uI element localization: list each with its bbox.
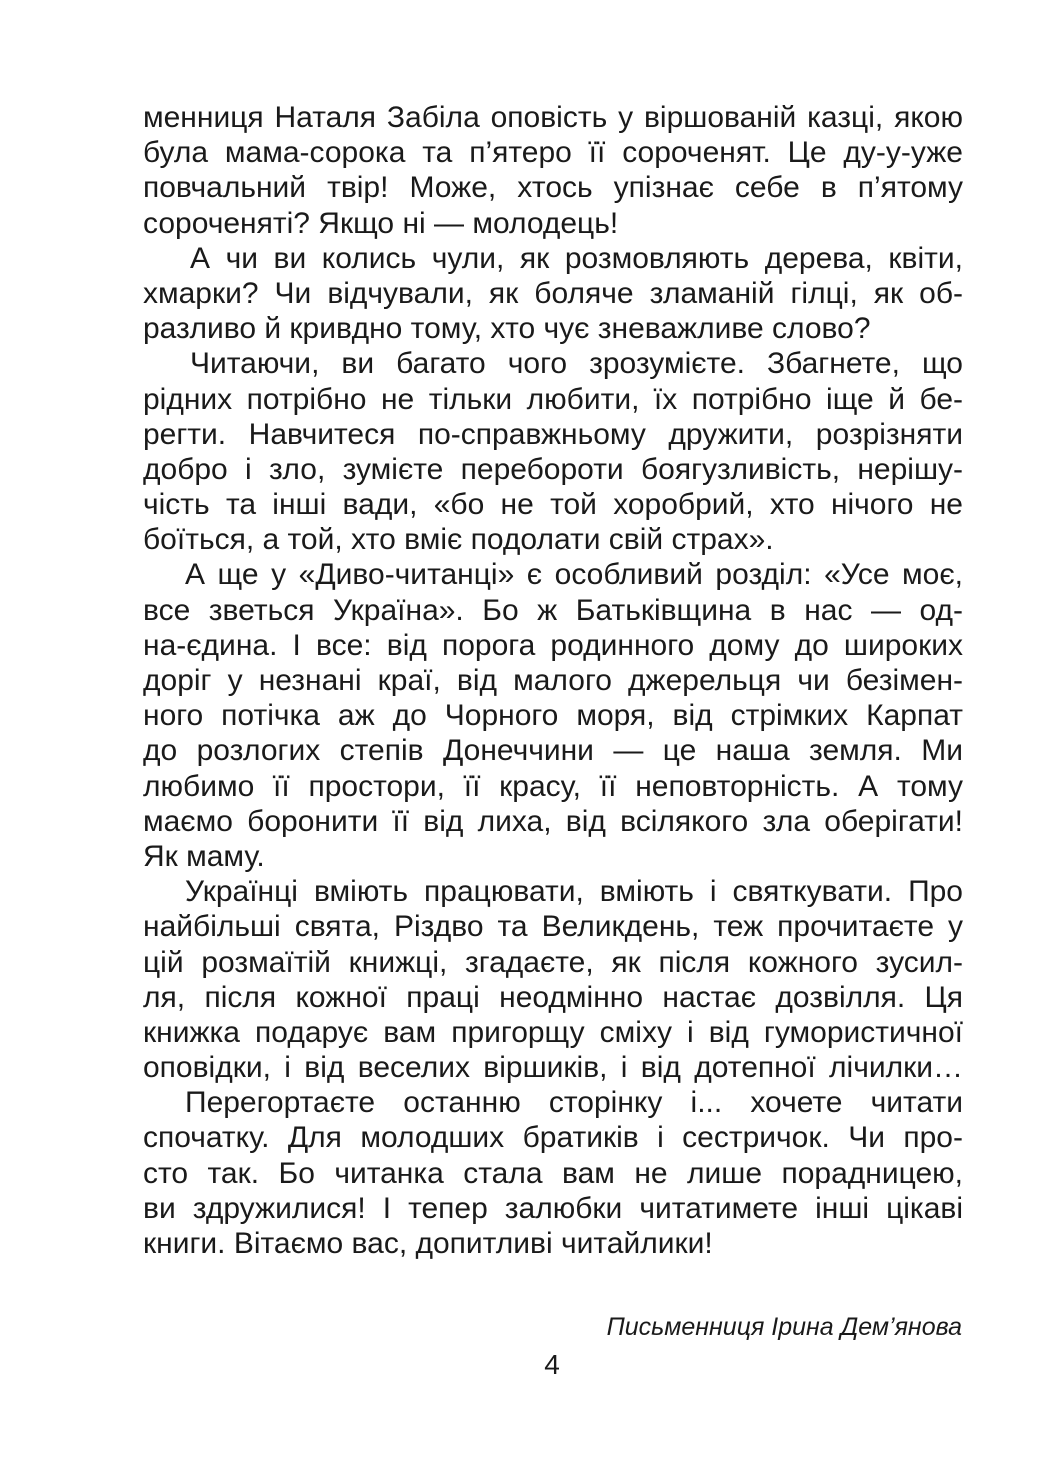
text-line: чість та інші вади, «бо не той хоробрий, хто нічого не — [143, 488, 963, 522]
text-line: рідних потрібно не тільки любити, їх потрібно іще й бе- — [143, 382, 963, 416]
text-line: боїться, а той, хто вміє подолати свій страх». — [143, 523, 774, 557]
text-line: ля, після кожної праці неодмінно настає дозвілля. Ця — [143, 980, 963, 1014]
text-line: Перегортаєте останню сторінку і... хочете читати — [185, 1086, 963, 1120]
text-line: ви здружилися! І тепер залюбки читатимете інші цікаві — [143, 1191, 963, 1225]
body-text — [143, 100, 963, 1261]
text-line: маємо боронити її від лиха, від всілякого зла оберігати! — [143, 804, 963, 838]
text-line: сто так. Бо читанка стала вам не лише порадницею, — [143, 1156, 963, 1190]
text-line: менниця Наталя Забіла оповість у віршованій казці, якою — [143, 101, 963, 134]
text-line: оповідки, і від веселих віршиків, і від дотепної лічилки… — [143, 1051, 963, 1085]
text-line: А чи ви колись чули, як розмовляють дерева, квіти, — [190, 241, 963, 275]
text-line: книжка подарує вам пригорщу сміху і від гумористичної — [143, 1015, 963, 1049]
page-number: 4 — [544, 1349, 560, 1380]
text-line: на-єдина. І все: від порога родинного дому до широких — [143, 628, 963, 662]
text-line: була мама-сорока та п’ятеро її сороченят. Це ду-у-уже — [143, 136, 963, 170]
text-line: Українці вміють працювати, вміють і святкувати. Про — [185, 875, 963, 909]
text-line: до розлогих степів Донеччини — це наша земля. Ми — [143, 734, 963, 768]
text-line: хмарки? Чи відчували, як боляче зламаній гілці, як об- — [143, 276, 963, 310]
text-line: все зветься Україна». Бо ж Батьківщина в нас — од- — [143, 593, 963, 627]
text-line: Читаючи, ви багато чого зрозумієте. Збагнете, що — [190, 347, 963, 381]
text-line: сороченяті? Якщо ні — молодець! — [143, 206, 619, 240]
text-line: цій розмаїтій книжці, згадаєте, як після кожного зусил- — [143, 945, 963, 979]
text-line: доріг у незнані краї, від малого джерельця чи безімен- — [143, 664, 963, 697]
text-line: ного потічка аж до Чорного моря, від стрімких Карпат — [143, 699, 963, 733]
text-line: любимо її простори, її красу, її неповторність. А тому — [143, 769, 963, 803]
text-line: А ще у «Диво-читанці» є особливий розділ: «Усе моє, — [185, 558, 963, 592]
text-line: регти. Навчитеся по-справжньому дружити, розрізняти — [143, 417, 963, 451]
text-line: спочатку. Для молодших братиків і сестричок. Чи про- — [143, 1121, 963, 1155]
text-line: разливо й кривдно тому, хто чує зневажливе слово? — [143, 312, 871, 346]
text-line: повчальний твір! Може, хтось упізнає себе в п’ятому — [143, 171, 963, 205]
text-line: найбільші свята, Різдво та Великдень, теж прочитаєте у — [143, 910, 963, 944]
text-line: добро і зло, зумієте перебороти боягузливість, нерішу- — [143, 452, 963, 486]
text-line: книги. Вітаємо вас, допитливі читайлики! — [143, 1227, 713, 1260]
text-line: Як маму. — [143, 839, 265, 873]
author-signature: Письменниця Ірина Дем’янова — [606, 1313, 962, 1341]
